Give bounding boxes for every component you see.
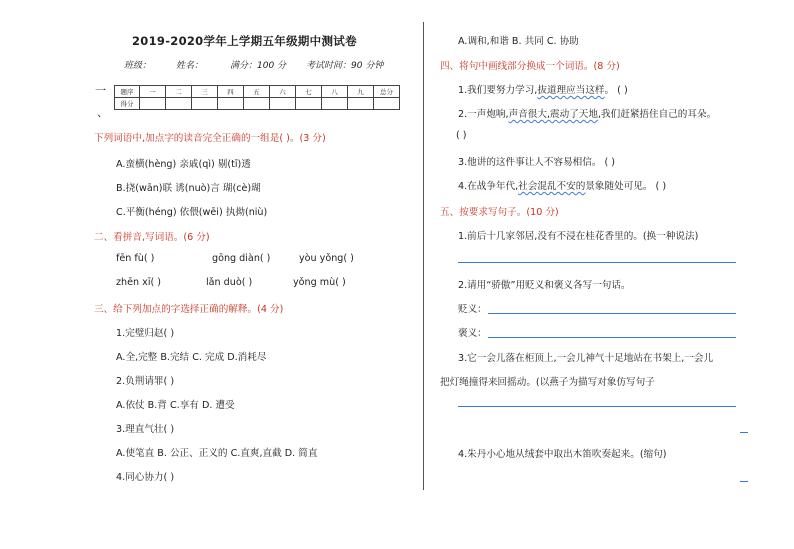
q4-s2-answer-blank[interactable]: ( ) — [456, 130, 467, 141]
q5-s3-answer-line[interactable] — [458, 406, 736, 407]
q4-sentence-2 — [458, 106, 716, 120]
q3-line: 4.同心协力( ) — [116, 472, 175, 483]
score-table-score-row — [115, 98, 400, 110]
score-cell[interactable] — [348, 98, 374, 110]
q5-sentence-3b: 把灯绳撞得来回摇动。(以燕子为描写对象仿写句子 — [440, 377, 655, 388]
q2-pinyin-3: yòu yǒng( ) — [299, 253, 354, 264]
q3-line: 1.完璧归赵( ) — [116, 328, 175, 339]
exam-time: 考试时间：90 分钟 — [306, 61, 384, 71]
score-table — [114, 85, 400, 110]
q5-bianyi-answer-line[interactable] — [488, 313, 736, 314]
q3-line: 3.理直气壮( ) — [116, 424, 175, 435]
q5-sentence-1: 1.前后十几家邻居,没有不浸在桂花香里的。(换一种说法) — [458, 231, 699, 242]
q5-title: 五、按要求写句子。(10 分) — [440, 207, 559, 218]
score-table-header: 五 — [244, 86, 270, 98]
score-cell[interactable] — [244, 98, 270, 110]
q5-s3-answer-line-end[interactable] — [740, 432, 748, 433]
q4-s2-post: ,我们赶紧捂住自己的耳朵。 — [597, 109, 717, 120]
score-row-label: 得分 — [115, 98, 140, 110]
score-table-header: 九 — [348, 86, 374, 98]
q4-s2-pre: 2.一声炮响, — [458, 109, 509, 120]
exam-title: 2019-2020学年上学期五年级期中测试卷 — [132, 34, 357, 48]
score-cell[interactable] — [296, 98, 322, 110]
q5-sentence-3a: 3.它一会儿落在柜顶上,一会儿神气十足地站在书架上,一会儿 — [458, 353, 714, 364]
q4-sentence-4 — [458, 178, 666, 192]
q5-baoyi-answer-line[interactable] — [488, 337, 736, 338]
score-cell[interactable] — [140, 98, 166, 110]
q3-option-d4: A.调和,和谐 B. 共同 C. 协助 — [458, 36, 579, 47]
q4-s1-underlined: 抜道理应当这样 — [537, 85, 605, 96]
q1-option-a: A.蛮横(hèng) 亲戚(qì) 剔(tī)透 — [116, 159, 251, 170]
score-cell[interactable] — [322, 98, 348, 110]
q1-title: 下列词语中,加点字的读音完全正确的一组是( )。(3 分) — [94, 133, 326, 144]
q5-baoyi-label: 褒义： — [458, 328, 487, 339]
score-table-header: 题序 — [115, 86, 140, 98]
q3-line: 2.负荆请罪( ) — [116, 376, 175, 387]
score-table-header: 七 — [296, 86, 322, 98]
q2-pinyin-5: lǎn duò( ) — [206, 277, 253, 288]
q3-line: A.全,完整 B.完结 C. 完成 D.消耗尽 — [116, 352, 267, 363]
name-label: 姓名： — [176, 61, 204, 71]
q2-pinyin-4: zhēn xī( ) — [116, 277, 162, 288]
q2-title: 二、看拼音,写词语。(6 分) — [94, 232, 210, 243]
q4-s1-post: 。 ( ) — [604, 85, 628, 96]
q2-pinyin-1: fēn fù( ) — [116, 253, 155, 264]
q1-option-b: B.挠(wān)联 诱(nuò)言 瑚(cè)瑚 — [116, 183, 261, 194]
score-cell[interactable] — [374, 98, 400, 110]
score-cell[interactable] — [192, 98, 218, 110]
q5-bianyi-label: 贬义： — [458, 304, 487, 315]
score-table-side-label-bottom: 、 — [97, 106, 108, 119]
full-score: 满分：100 分 — [230, 61, 287, 71]
q4-s4-underlined: 社会混乱不安的 — [518, 181, 586, 192]
q5-s1-answer-line[interactable] — [458, 262, 736, 263]
score-cell[interactable] — [218, 98, 244, 110]
q1-option-c: C.平衡(héng) 依偎(wēi) 执拗(niù) — [116, 207, 268, 218]
q4-s4-pre: 4.在战争年代, — [458, 181, 519, 192]
q5-sentence-4: 4.朱丹小心地从绒套中取出木笛吹奏起来。(缩句) — [458, 449, 667, 460]
score-cell[interactable] — [270, 98, 296, 110]
score-table-header: 六 — [270, 86, 296, 98]
score-table-header-row — [115, 86, 400, 98]
q4-s4-post: 景象随处可见。 ( ) — [585, 181, 667, 192]
q4-sentence-1 — [458, 82, 628, 96]
q5-sentence-2: 2.请用“骄傲”用贬义和褒义各写一句话。 — [458, 280, 631, 291]
q3-title: 三、给下列加点的字选择正确的解释。(4 分) — [94, 304, 284, 315]
score-table-header: 总分 — [374, 86, 400, 98]
score-table-header: 二 — [166, 86, 192, 98]
q5-s4-answer-line-end[interactable] — [740, 481, 748, 482]
score-table-header: 一 — [140, 86, 166, 98]
score-table-side-label-top: 一 — [95, 84, 106, 97]
q4-s1-pre: 1.我们要努力学习, — [458, 85, 538, 96]
q4-title: 四、将句中画线部分换成一个词语。(8 分) — [440, 61, 620, 72]
q3-line: A.依仗 B.背 C.享有 D. 遭受 — [116, 400, 235, 411]
score-table-header: 三 — [192, 86, 218, 98]
class-label: 班级： — [124, 61, 152, 71]
column-divider — [423, 22, 424, 490]
q3-line: A.使笔直 B. 公正、正义的 C.直爽,直截 D. 简直 — [116, 448, 318, 459]
score-table-header: 八 — [322, 86, 348, 98]
q2-pinyin-6: yǒng mù( ) — [293, 277, 346, 288]
q2-pinyin-2: gōng diàn( ) — [212, 253, 271, 264]
q4-s2-underlined: 声音很大,震动了天地 — [508, 109, 598, 120]
q4-sentence-3: 3.他讲的这件事让人不容易相信。 ( ) — [458, 157, 616, 168]
score-table-header: 四 — [218, 86, 244, 98]
score-cell[interactable] — [166, 98, 192, 110]
